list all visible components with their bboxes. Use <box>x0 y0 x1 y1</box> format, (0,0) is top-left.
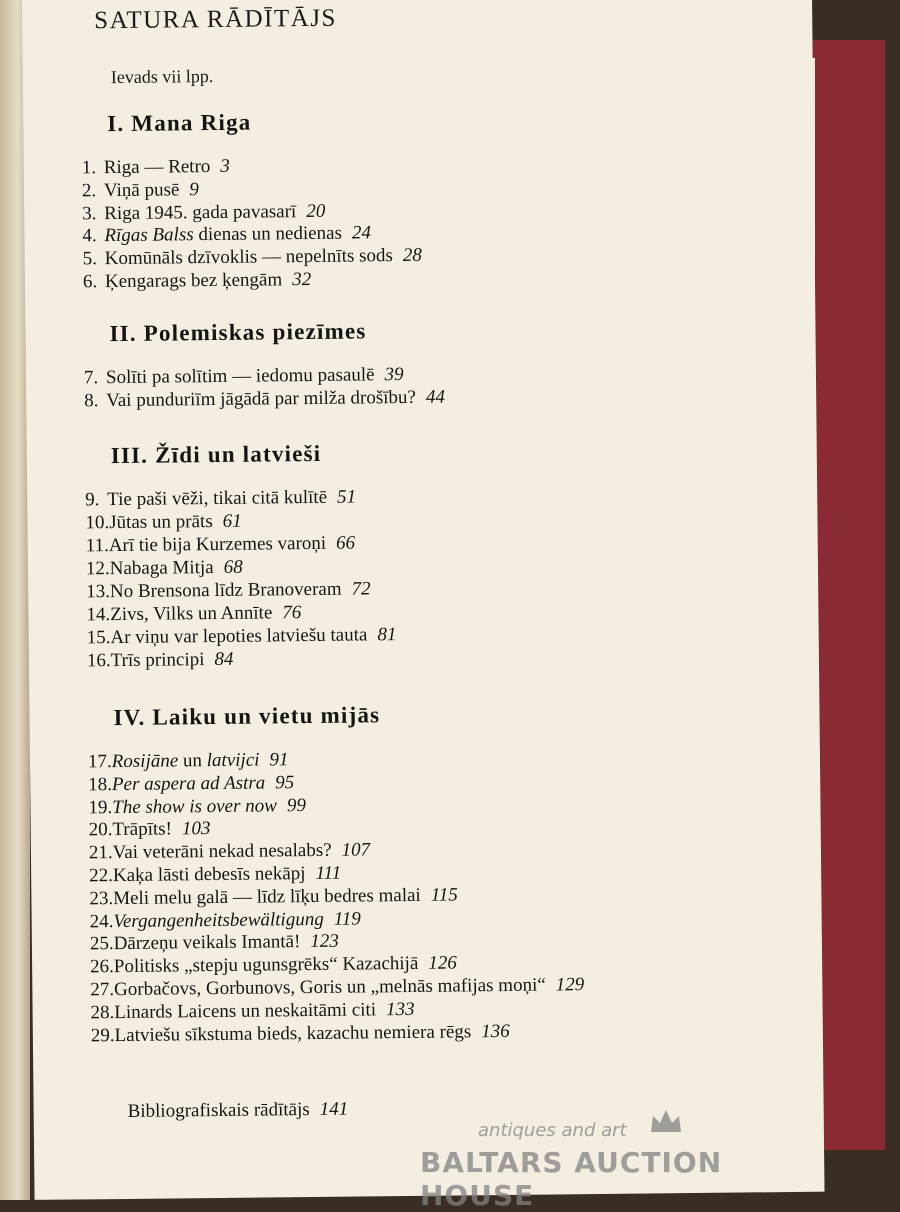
entry-title: Trāpīts! <box>112 818 173 841</box>
entry-number: 12. <box>85 558 110 580</box>
entry-page: 81 <box>377 624 397 646</box>
entry-number: 24. <box>89 910 114 932</box>
section-heading-2: II. Polemiskas piezīmes <box>109 318 367 347</box>
entry-number: 11. <box>85 535 109 557</box>
entry-number: 13. <box>86 581 111 603</box>
entry-page: 119 <box>333 908 361 930</box>
entry-title-italic: Rīgas Balss <box>104 224 194 247</box>
bibliography-entry <box>128 1099 349 1123</box>
entry-title: Riga 1945. gada pavasarī <box>104 200 297 224</box>
entry-number: 18. <box>88 773 113 796</box>
entry-title: un <box>178 750 207 772</box>
entry-page: 133 <box>385 998 415 1021</box>
entry-page: 95 <box>275 771 295 794</box>
entry-number: 4. <box>82 225 97 247</box>
entry-number: 16. <box>86 650 111 672</box>
entry-number: 14. <box>86 604 111 626</box>
entry-page: 66 <box>336 532 356 554</box>
entry-page: 61 <box>222 510 242 532</box>
entry-page: 20 <box>306 200 326 222</box>
entry-number: 10. <box>85 512 110 534</box>
entry-title: Vai punduriīm jāgādā par milža drošību? <box>106 386 417 412</box>
entry-page: 72 <box>351 578 371 600</box>
entry-title: Latviešu sīkstuma bieds, kazachu nemiera rēgs <box>114 1020 472 1046</box>
entry-title-italic: The show is over now <box>112 794 277 818</box>
entry-page: 141 <box>319 1098 349 1120</box>
entry-number: 21. <box>88 842 113 864</box>
entry-title: Tie paši vēži, tikai citā kulītē <box>107 486 328 511</box>
intro-line: Ievads vii lpp. <box>110 66 214 88</box>
entry-title: Ar viņu var lepoties latviešu tauta <box>110 624 368 649</box>
entry-number: 26. <box>90 956 114 978</box>
entry-title: Komūnāls dzīvoklis — nepelnīts sods <box>104 245 393 270</box>
entry-title: Bibliografiskais rādītājs <box>127 1099 310 1122</box>
entry-page: 103 <box>181 818 211 840</box>
entry-number: 29. <box>90 1024 115 1046</box>
entry-page: 24 <box>351 222 372 244</box>
section-heading-3: III. Žīdi un latvieši <box>110 440 322 469</box>
entry-page: 68 <box>223 556 243 578</box>
entry-title: Kaķa lāsti debesīs nekāpj <box>112 863 306 887</box>
entry-page: 136 <box>481 1020 510 1042</box>
toc-page <box>22 0 825 1200</box>
entry-title-italic: latvijci <box>206 749 260 772</box>
entry-number: 25. <box>89 933 114 955</box>
entry-number: 7. <box>83 367 99 389</box>
entry-number: 15. <box>86 627 111 649</box>
entry-title: Riga — Retro <box>103 156 211 179</box>
entry-page: 76 <box>282 602 302 624</box>
section-heading-1: I. Mana Riga <box>107 109 252 137</box>
entry-page: 3 <box>220 155 230 177</box>
entry-number: 19. <box>88 796 113 818</box>
entry-number: 3. <box>82 202 97 224</box>
entry-page: 99 <box>286 794 306 816</box>
entry-title: dienas un nedienas <box>193 223 343 246</box>
entry-title: Meli melu galā — līdz līķu bedres malai <box>113 884 421 909</box>
entry-page: 123 <box>310 931 339 953</box>
entry-title: Nabaga Mitja <box>109 557 214 580</box>
entry-page: 91 <box>269 749 289 771</box>
entry-number: 28. <box>90 1001 115 1024</box>
entry-title: No Brensona līdz Branoveram <box>109 578 342 603</box>
entry-title: Vai veterāni nekad nesalabs? <box>112 839 332 864</box>
entry-title: Gorbačovs, Gorbunovs, Goris un „melnās mafijas moņi“ <box>114 974 546 1001</box>
entry-number: 23. <box>89 887 114 910</box>
entry-page: 84 <box>214 648 234 671</box>
entry-title: Arī tie bija Kurzemes varoņi <box>108 532 327 557</box>
entry-number: 2. <box>81 180 97 202</box>
entry-title: Jūtas un prāts <box>109 511 213 534</box>
entry-title-italic: Per aspera ad Astra <box>111 772 266 795</box>
entry-page: 44 <box>425 386 446 408</box>
entry-page: 28 <box>402 245 422 267</box>
watermark-brand: BALTARS AUCTION HOUSE <box>420 1146 723 1212</box>
watermark <box>420 1120 820 1212</box>
entry-page: 9 <box>189 178 199 201</box>
entry-page: 32 <box>292 268 312 291</box>
entry-page: 111 <box>315 862 342 884</box>
entry-title: Dārzeņu veikals Imantā! <box>113 931 301 955</box>
entry-page: 115 <box>430 884 458 906</box>
entry-title: Viņā pusē <box>103 179 180 201</box>
entry-title: Zivs, Vilks un Annīte <box>110 602 273 626</box>
entry-page: 126 <box>428 952 457 974</box>
entry-title: Solīti pa solītim — iedomu pasaulē <box>105 364 375 389</box>
entry-number: 20. <box>88 819 113 841</box>
entry-page: 107 <box>341 839 371 861</box>
entry-page: 129 <box>555 974 585 996</box>
section-heading-4: IV. Laiku un vietu mijās <box>113 702 381 731</box>
entry-title: Trīs principi <box>110 649 205 672</box>
entry-number: 1. <box>81 157 97 179</box>
entry-number: 27. <box>90 979 115 1001</box>
entry-title: Ķengarags bez ķengām <box>104 269 283 293</box>
entry-title: Politisks „stepju ugunsgrēks“ Kazachijā <box>113 953 419 978</box>
entry-number: 22. <box>89 865 114 887</box>
entry-number: 6. <box>82 271 98 293</box>
entry-number: 9. <box>85 489 100 511</box>
page-title: SATURA RĀDĪTĀJS <box>94 4 338 35</box>
crown-icon <box>648 1106 684 1136</box>
entry-number: 17. <box>87 751 112 773</box>
entry-title-italic: Vergangenheitsbewältigung <box>113 908 324 932</box>
entry-number: 8. <box>84 390 99 412</box>
entry-title-italic: Rosijāne <box>111 750 179 773</box>
entry-number: 5. <box>82 248 98 270</box>
entry-page: 39 <box>384 364 404 386</box>
entry-title: Linards Laicens un neskaitāmi citi <box>114 999 377 1023</box>
entry-page: 51 <box>336 486 357 508</box>
watermark-tagline: antiques and art <box>478 1120 627 1141</box>
